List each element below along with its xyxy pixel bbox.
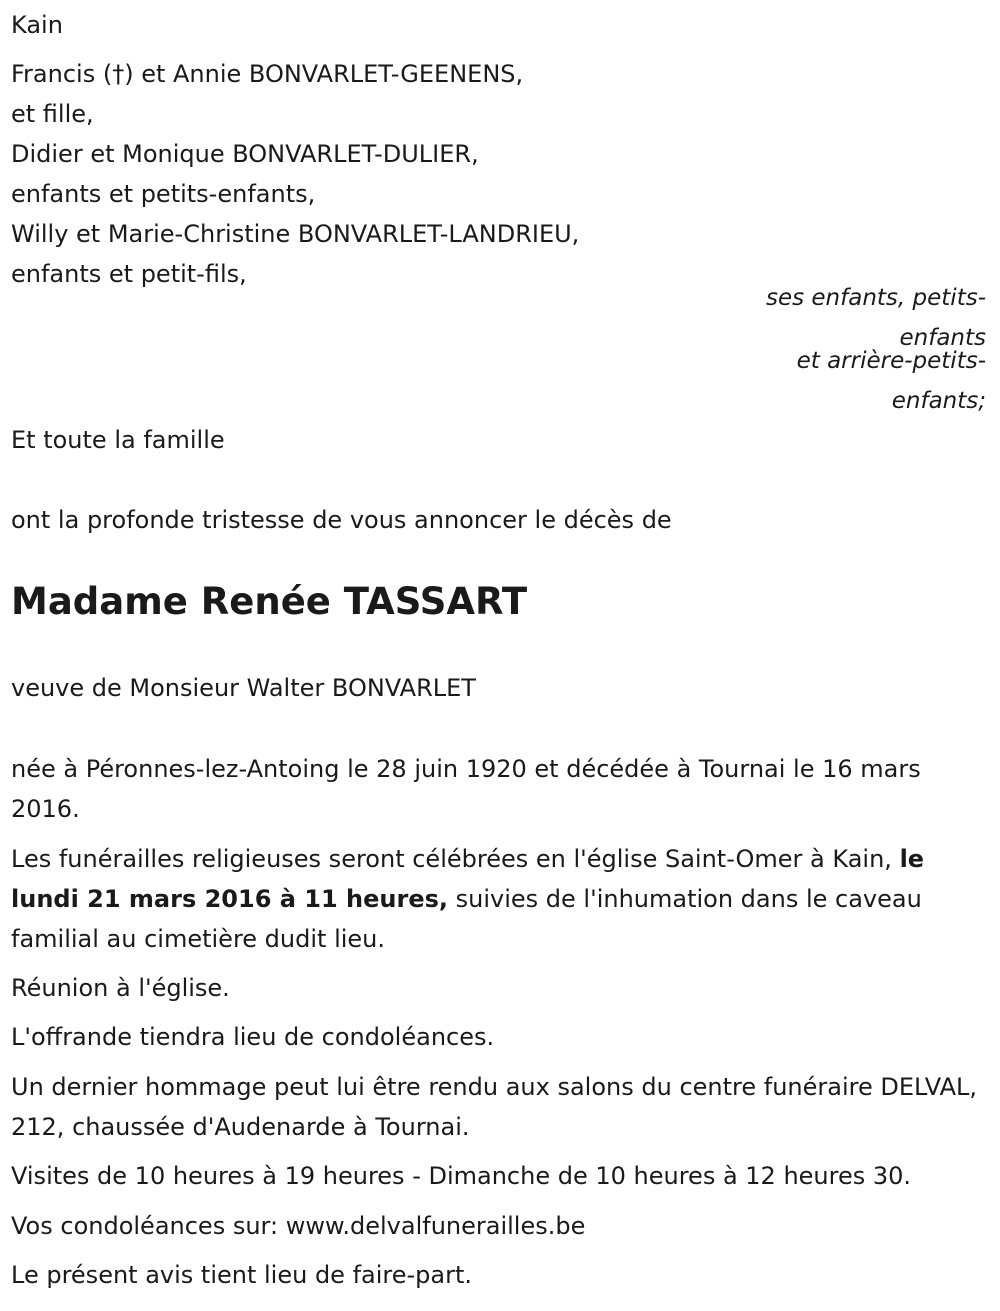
whole-family: Et toute la famille [11, 426, 225, 454]
relation-line-1: ses enfants, petits- [765, 285, 986, 311]
deceased-name: Madame Renée TASSART [11, 580, 528, 623]
funeral-intro: Les funérailles religieuses seront célébrées en l'église Saint-Omer à Kain, [11, 845, 900, 873]
condolences-label: Vos condoléances sur: [11, 1212, 286, 1240]
location: Kain [11, 11, 63, 39]
family-line-1-start: Francis ( [11, 60, 113, 88]
tribute: Un dernier hommage peut lui être rendu aux salons du centre funéraire DELVAL, 212, chaussée d'Audenarde à Tournai. [11, 1073, 978, 1141]
birth-death: née à Péronnes-lez-Antoing le 28 juin 1920 et décédée à Tournai le 16 mars 2016. [11, 755, 921, 823]
meeting: Réunion à l'église. [11, 974, 230, 1002]
visits: Visites de 10 heures à 19 heures - Dimanche de 10 heures à 12 heures 30. [11, 1162, 912, 1190]
notice: Le présent avis tient lieu de faire-part. [11, 1261, 473, 1289]
family-line-6: enfants et petit-fils, [11, 260, 247, 288]
family-line-4: enfants et petits-enfants, [11, 180, 316, 208]
funeral-info [11, 839, 986, 959]
family-line-2: et fille, [11, 100, 94, 128]
relation-line-2: enfants [899, 325, 986, 351]
family-line-5: Willy et Marie-Christine BONVARLET-LANDRIEU, [11, 220, 580, 248]
family-line-1 [11, 54, 523, 94]
announcement: ont la profonde tristesse de vous annoncer le décès de [11, 506, 672, 534]
relation-line-4: enfants; [891, 388, 986, 414]
family-line-3: Didier et Monique BONVARLET-DULIER, [11, 140, 479, 168]
funeral-rest: suivies de l'inhumation dans le caveau familial au cimetière dudit lieu. [11, 885, 922, 953]
condolences-link[interactable]: www.delvalfunerailles.be [285, 1212, 586, 1240]
relation-line-3: et arrière-petits- [796, 348, 986, 374]
family-line-1-end: ) et Annie BONVARLET-GEENENS, [124, 60, 524, 88]
funeral-date: le lundi 21 mars 2016 à 11 heures, [11, 845, 925, 913]
condolences [11, 1206, 585, 1246]
offering: L'offrande tiendra lieu de condoléances. [11, 1023, 495, 1051]
widow-of: veuve de Monsieur Walter BONVARLET [11, 674, 476, 702]
cross-icon: † [112, 60, 125, 88]
